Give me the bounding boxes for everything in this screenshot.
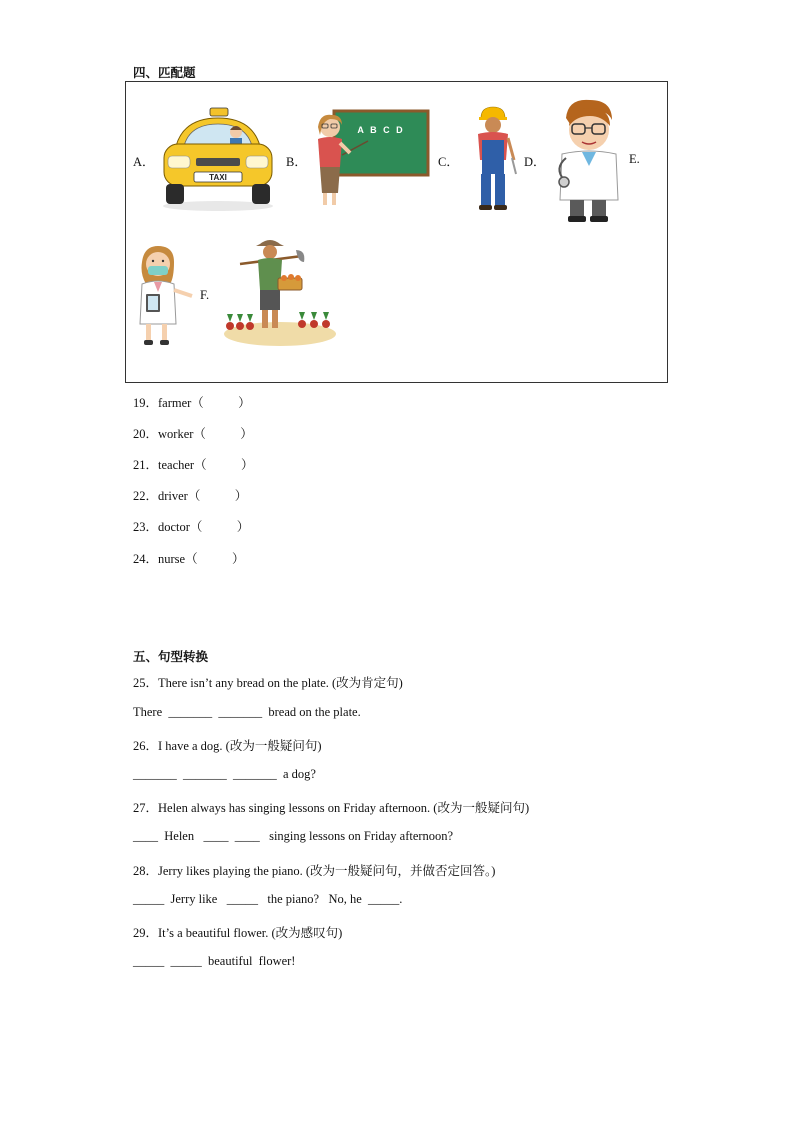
question-24: 24．nurse（ ） [133,552,245,566]
question-21: 21．teacher（ ） [133,458,254,472]
option-d-label: D． [524,155,546,169]
question-27: 27．Helen always has singing lessons on Friday afternoon. (改为一般疑问句) [133,801,530,815]
farmer-picture [222,238,338,350]
option-f-label: F. [200,288,210,302]
question-26: 26．I have a dog. (改为一般疑问句) [133,739,322,753]
answer-line-25: There _______ _______ bread on the plate. [133,705,361,719]
taxi-driver-picture [158,106,278,212]
option-e-label: E. [629,152,640,166]
answer-line-29: _____ _____ beautiful flower! [133,954,296,968]
doctor-picture [552,96,624,224]
taxi-sign-text: TAXI [209,173,227,182]
question-29: 29．It’s a beautiful flower. (改为感叹句) [133,926,343,940]
teacher-picture [312,109,430,209]
option-c-label: C． [438,155,459,169]
question-23: 23．doctor（ ） [133,520,250,534]
nurse-picture [134,244,198,350]
answer-line-28: _____ Jerry like _____ the piano? No, he _____. [133,892,403,906]
question-28: 28．Jerry likes playing the piano. (改为一般疑问句，并做否定回答。) [133,864,496,878]
question-22: 22．driver（ ） [133,489,248,503]
option-a-label: A． [133,155,155,169]
answer-line-27: ____ Helen ____ ____ singing lessons on Friday afternoon? [133,829,454,843]
question-25: 25．There isn’t any bread on the plate. (改为肯定句) [133,676,403,690]
worker-picture [468,104,518,214]
section4-title: 四、匹配题 [133,66,196,80]
option-b-label: B． [286,155,307,169]
question-20: 20．worker（ ） [133,427,253,441]
answer-line-26: _______ _______ _______ a dog? [133,767,316,781]
question-19: 19．farmer（ ） [133,396,251,410]
section5-title: 五、句型转换 [133,650,209,664]
board-letters: A B C D [357,125,405,135]
